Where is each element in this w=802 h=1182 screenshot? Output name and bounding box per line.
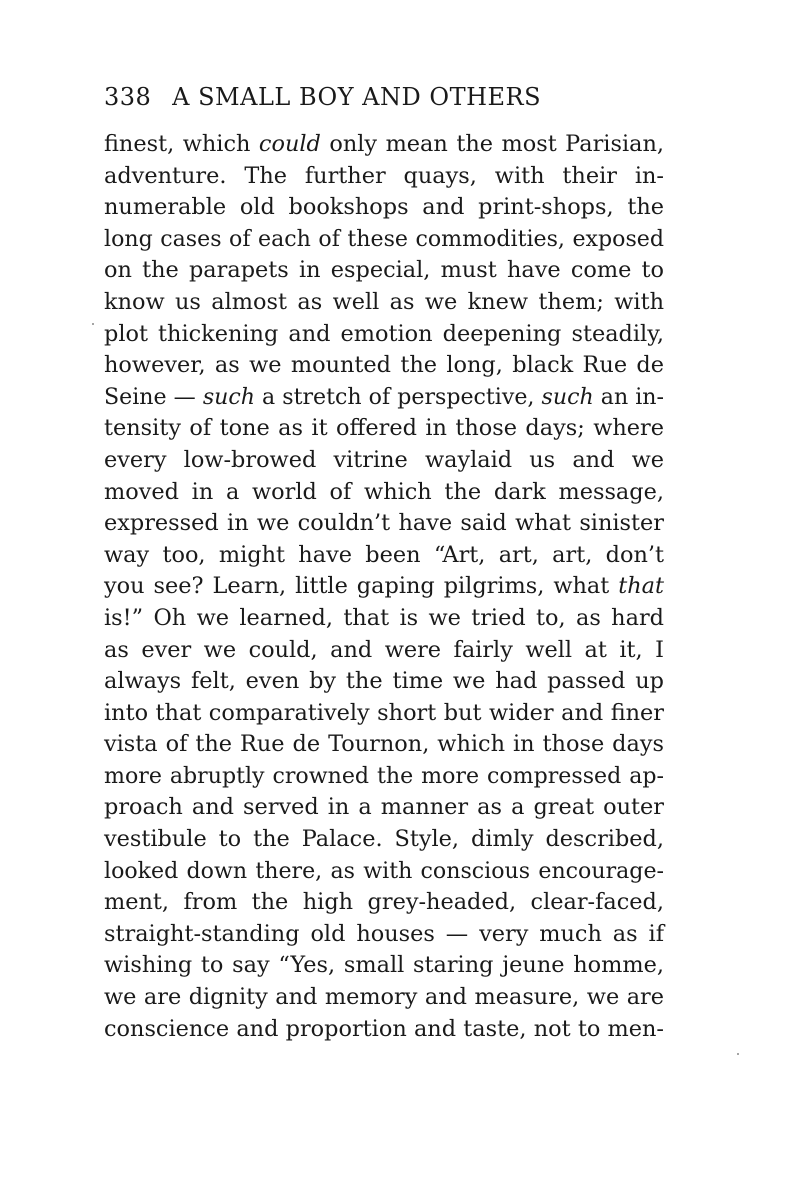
text-line: tensity of tone as it offered in those days; where (104, 415, 664, 442)
text-line: plot thickening and emotion deepening steadily, (104, 320, 664, 347)
text-line: you see? Learn, little gaping pilgrims, what that (104, 573, 664, 600)
book-page (104, 81, 664, 1045)
text-line: vestibule to the Palace. Style, dimly described, (104, 826, 664, 853)
text-line: every low-browed vitrine waylaid us and we (104, 446, 664, 473)
text-line: vista of the Rue de Tournon, which in those days (104, 731, 664, 758)
text-line: moved in a world of which the dark message, (104, 478, 664, 505)
text-line: finest, which could only mean the most Parisian, (104, 131, 664, 157)
text-line: however, as we mounted the long, black Rue de (104, 352, 664, 379)
text-line: as ever we could, and were fairly well at it, I (104, 636, 664, 663)
running-title: A SMALL BOY AND OTHERS (172, 83, 542, 111)
text-line: adventure. The further quays, with their in- (104, 162, 664, 189)
text-line: long cases of each of these commodities, exposed (104, 225, 664, 252)
text-line: on the parapets in especial, must have come to (104, 257, 664, 284)
text-line: is!” Oh we learned, that is we tried to, as hard (104, 604, 664, 631)
text-line: numerable old bookshops and print-shops, the (104, 194, 664, 221)
body-text (104, 129, 664, 1045)
text-line: straight-standing old houses — very much as if (104, 920, 664, 947)
text-line: always felt, even by the time we had passed up (104, 668, 664, 695)
text-line: expressed in we couldn’t have said what sinister (104, 510, 664, 537)
text-line: into that comparatively short but wider and finer (104, 699, 664, 726)
text-line: way too, might have been “Art, art, art, don’t (104, 541, 664, 568)
scan-speck (92, 323, 94, 325)
text-line: Seine — such a stretch of perspective, such an in- (104, 383, 664, 410)
scan-speck (737, 1053, 739, 1055)
page-number: 338 (104, 83, 152, 111)
text-line: we are dignity and memory and measure, we are (104, 984, 664, 1011)
text-line: know us almost as well as we knew them; with (104, 288, 664, 315)
text-line: conscience and proportion and taste, not to men- (104, 1015, 664, 1042)
running-header (104, 81, 664, 113)
text-line: wishing to say “Yes, small staring jeune homme, (104, 952, 664, 979)
text-line: more abruptly crowned the more compressed ap- (104, 762, 664, 789)
text-line: proach and served in a manner as a great outer (104, 794, 664, 821)
text-line: looked down there, as with conscious encourage- (104, 857, 664, 884)
text-line: ment, from the high grey-headed, clear-faced, (104, 889, 664, 916)
